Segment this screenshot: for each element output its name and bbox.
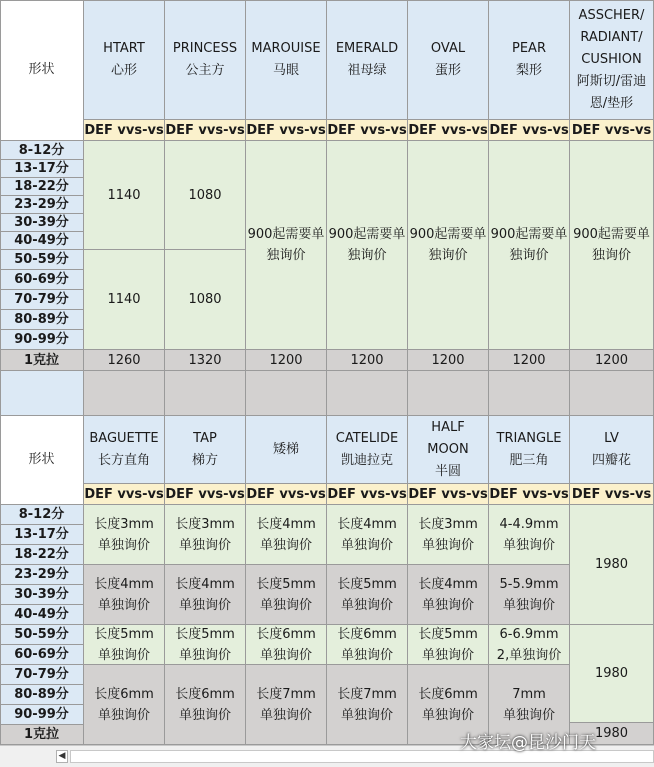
separator-cell xyxy=(570,371,654,416)
grade-label: DEF vvs-vs xyxy=(570,120,654,141)
size-range: 50-59分 xyxy=(0,250,84,270)
shape-header: TRIANGLE 肥三角 xyxy=(489,416,570,484)
watermark: 大家坛@昆沙门天 xyxy=(460,733,596,753)
size-range: 50-59分 xyxy=(0,625,84,645)
price-cell: 长度3mm 单独询价 xyxy=(84,505,165,565)
carat-price: 1200 xyxy=(570,350,654,371)
price-cell: 1080 xyxy=(165,250,246,350)
shape-header: HALF MOON 半圆 xyxy=(408,416,489,484)
size-range: 23-29分 xyxy=(0,196,84,214)
price-cell: 长度4mm 单独询价 xyxy=(327,505,408,565)
price-cell: 6-6.9mm 2,单独询价 xyxy=(489,625,570,665)
shape-header: PEAR 梨形 xyxy=(489,0,570,120)
price-cell: 长度4mm 单独询价 xyxy=(246,505,327,565)
grade-label: DEF vvs-vs xyxy=(165,120,246,141)
size-range: 90-99分 xyxy=(0,330,84,350)
size-range: 18-22分 xyxy=(0,178,84,196)
size-range: 8-12分 xyxy=(0,141,84,160)
grade-label: DEF vvs-vs xyxy=(165,484,246,505)
separator-cell xyxy=(327,371,408,416)
grade-label: DEF vvs-vs xyxy=(489,484,570,505)
shape-header: TAP 梯方 xyxy=(165,416,246,484)
shape-label: 形状 xyxy=(0,0,84,141)
size-range: 70-79分 xyxy=(0,290,84,310)
price-cell: 长度6mm 单独询价 xyxy=(165,665,246,745)
price-cell: 长度5mm 单独询价 xyxy=(165,625,246,665)
grade-label: DEF vvs-vs xyxy=(327,120,408,141)
size-range: 40-49分 xyxy=(0,605,84,625)
size-range: 13-17分 xyxy=(0,160,84,178)
size-range: 30-39分 xyxy=(0,214,84,232)
size-range: 8-12分 xyxy=(0,505,84,525)
carat-price: 1320 xyxy=(165,350,246,371)
carat-price: 1200 xyxy=(246,350,327,371)
price-cell: 长度3mm 单独询价 xyxy=(408,505,489,565)
price-cell: 长度6mm 单独询价 xyxy=(408,665,489,745)
price-cell: 1140 xyxy=(84,141,165,250)
price-cell: 长度7mm 单独询价 xyxy=(327,665,408,745)
shape-header: CATELIDE 凯迪拉克 xyxy=(327,416,408,484)
size-range: 1克拉 xyxy=(0,725,84,745)
price-cell: 长度3mm 单独询价 xyxy=(165,505,246,565)
price-cell: 长度6mm 单独询价 xyxy=(84,665,165,745)
separator-cell xyxy=(165,371,246,416)
shape-header: PRINCESS 公主方 xyxy=(165,0,246,120)
price-cell: 900起需要单 独询价 xyxy=(408,141,489,350)
price-cell: 900起需要单 独询价 xyxy=(570,141,654,350)
grade-label: DEF vvs-vs xyxy=(84,120,165,141)
size-range: 90-99分 xyxy=(0,705,84,725)
lv-price: 1980 xyxy=(570,625,654,723)
separator-cell xyxy=(408,371,489,416)
price-cell: 长度6mm 单独询价 xyxy=(327,625,408,665)
price-cell: 长度4mm 单独询价 xyxy=(165,565,246,625)
shape-header: HTART 心形 xyxy=(84,0,165,120)
shape-header: BAGUETTE 长方直角 xyxy=(84,416,165,484)
size-range: 30-39分 xyxy=(0,585,84,605)
grade-label: DEF vvs-vs xyxy=(84,484,165,505)
carat-price: 1260 xyxy=(84,350,165,371)
price-cell: 5-5.9mm 单独询价 xyxy=(489,565,570,625)
size-range: 1克拉 xyxy=(0,350,84,371)
price-cell: 长度5mm 单独询价 xyxy=(84,625,165,665)
carat-price: 1200 xyxy=(408,350,489,371)
price-cell: 长度4mm 单独询价 xyxy=(408,565,489,625)
price-cell: 长度4mm 单独询价 xyxy=(84,565,165,625)
size-range: 60-69分 xyxy=(0,270,84,290)
size-range: 80-89分 xyxy=(0,310,84,330)
shape-header: EMERALD 祖母绿 xyxy=(327,0,408,120)
price-cell: 长度5mm 单独询价 xyxy=(246,565,327,625)
price-cell: 900起需要单 独询价 xyxy=(327,141,408,350)
grade-label: DEF vvs-vs xyxy=(246,484,327,505)
price-cell: 1140 xyxy=(84,250,165,350)
size-range: 70-79分 xyxy=(0,665,84,685)
size-range: 23-29分 xyxy=(0,565,84,585)
price-cell: 长度7mm 单独询价 xyxy=(246,665,327,745)
grade-label: DEF vvs-vs xyxy=(327,484,408,505)
size-range: 13-17分 xyxy=(0,525,84,545)
size-range: 60-69分 xyxy=(0,645,84,665)
size-range: 40-49分 xyxy=(0,232,84,250)
carat-price: 1200 xyxy=(327,350,408,371)
grade-label: DEF vvs-vs xyxy=(408,120,489,141)
grade-label: DEF vvs-vs xyxy=(489,120,570,141)
separator-cell xyxy=(246,371,327,416)
shape-header: 矮梯 xyxy=(246,416,327,484)
carat-price: 1200 xyxy=(489,350,570,371)
price-cell: 4-4.9mm 单独询价 xyxy=(489,505,570,565)
shape-header: OVAL 蛋形 xyxy=(408,0,489,120)
separator-cell xyxy=(489,371,570,416)
price-cell: 900起需要单 独询价 xyxy=(489,141,570,350)
price-cell: 长度5mm 单独询价 xyxy=(327,565,408,625)
separator-cell xyxy=(0,371,84,416)
size-range: 80-89分 xyxy=(0,685,84,705)
price-cell: 900起需要单 独询价 xyxy=(246,141,327,350)
separator-cell xyxy=(84,371,165,416)
price-cell: 长度6mm 单独询价 xyxy=(246,625,327,665)
lv-price: 1980 xyxy=(570,505,654,625)
shape-label: 形状 xyxy=(0,416,84,505)
price-cell: 7mm 单独询价 xyxy=(489,665,570,745)
shape-header: ASSCHER/ RADIANT/ CUSHION 阿斯切/雷迪 恩/垫形 xyxy=(570,0,654,120)
price-cell: 长度5mm 单独询价 xyxy=(408,625,489,665)
grade-label: DEF vvs-vs xyxy=(408,484,489,505)
shape-header: LV 四瓣花 xyxy=(570,416,654,484)
grade-label: DEF vvs-vs xyxy=(570,484,654,505)
scroll-left-arrow-icon[interactable]: ◀ xyxy=(56,750,68,763)
size-range: 18-22分 xyxy=(0,545,84,565)
lv-price: 1980 xyxy=(570,723,654,745)
price-cell: 1080 xyxy=(165,141,246,250)
shape-header: MAROUISE 马眼 xyxy=(246,0,327,120)
grade-label: DEF vvs-vs xyxy=(246,120,327,141)
